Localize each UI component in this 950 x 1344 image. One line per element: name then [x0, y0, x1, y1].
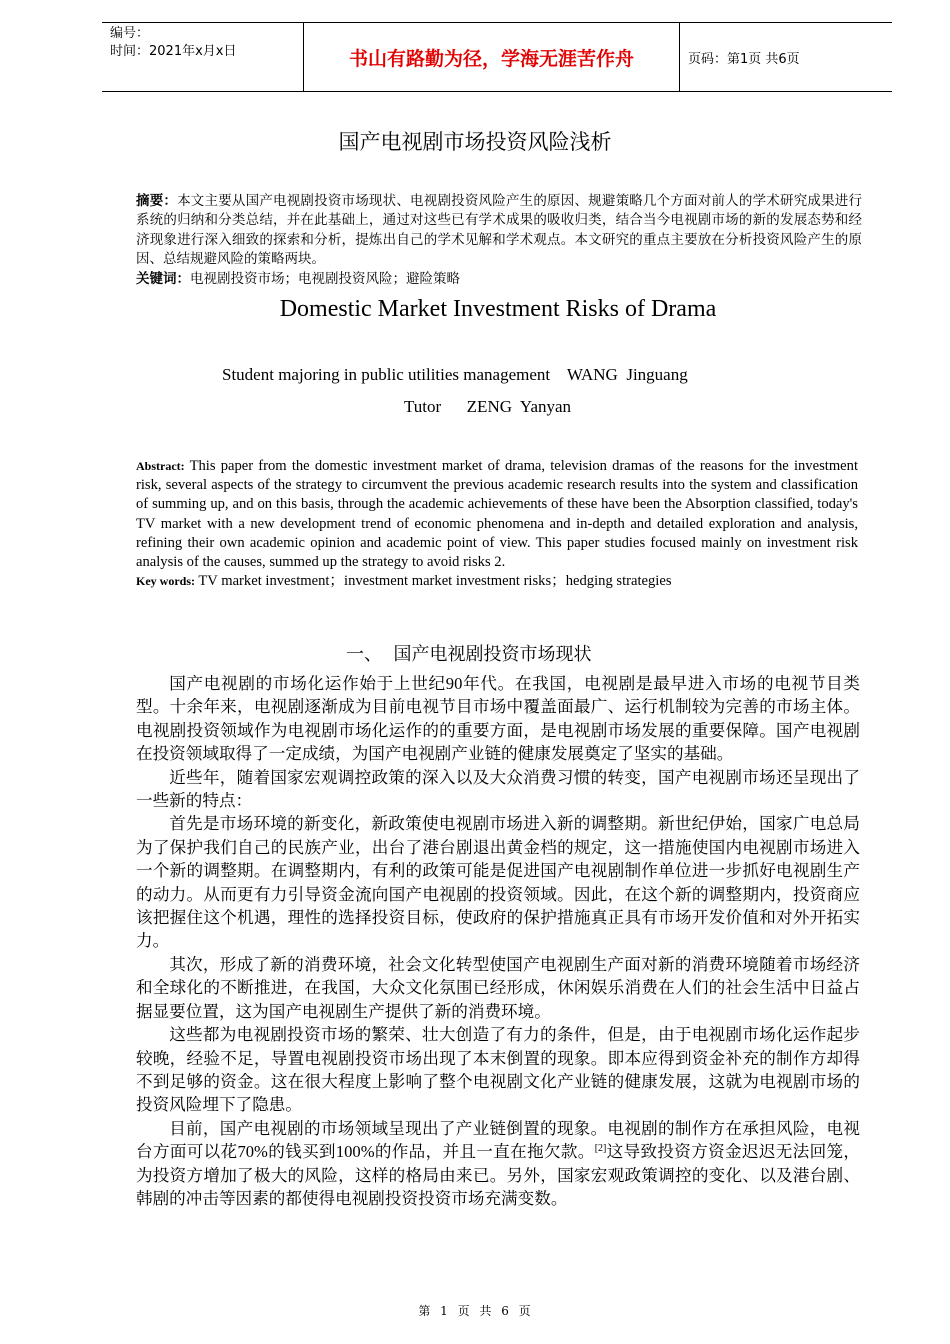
header-meta [102, 23, 304, 91]
paragraph: 这些都为电视剧投资市场的繁荣、壮大创造了有力的条件，但是，由于电视剧市场化运作起步较晚，经验不足，导置电视剧投资市场出现了本末倒置的现象。即本应得到资金补充的制作方却得不到足够的资金。这在很大程度上影响了整个电视剧文化产业链的健康发展，这就为电视剧市场的投资风险埋下了隐患。 [136, 1025, 860, 1115]
number-label: 编号： [110, 26, 150, 41]
paragraph-part-2: 这导致投资方资金迟迟无法回笼，为投资方增加了极大的风险，这样的格局由来已。另外，国家宏观政策调控的变化、以及港台剧、韩剧的冲击等因素的都使得电视剧投资投资市场充满变数。 [136, 1142, 860, 1208]
page-footer: 第 1 页 共 6 页 [418, 1304, 532, 1318]
keywords-label: 关键词： [136, 270, 190, 287]
english-abstract-text: This paper from the domestic investment market of drama, television dramas of the reasons for the investment risk, several aspects of the strategy to circumvent the previous academic research results into the system and classification of summing up, and on this basis, through the academic achievements of these have been the Absorption classified, today's TV market with a new development trend of economic phenomena and in-depth and detailed exploration and analysis, refining their own academic opinion and academic point of view. This paper studies focused mainly on investment risk analysis of the causes, summed up the strategy to avoid risks 2. [136, 458, 858, 571]
english-keywords-label: Key words: [136, 574, 195, 589]
english-abstract-label: Abstract: [136, 459, 185, 473]
keywords-text: 电视剧投资市场；电视剧投资风险；避险策略 [190, 270, 460, 287]
english-title: Domestic Market Investment Risks of Drama [279, 296, 717, 322]
student-line: Student majoring in public utilities management WANG Jinguang [222, 365, 688, 384]
page-header [102, 22, 892, 92]
paragraph: 其次，形成了新的消费环境，社会文化转型使国产电视剧生产面对新的消费环境随着市场经济和全球化的不断推进，在我国，大众文化氛围已经形成，休闲娱乐消费在人们的社会生活中日益占据显要位置，这为国产电视剧生产提供了新的消费环境。 [136, 954, 860, 1021]
english-abstract [136, 457, 858, 591]
paragraph-part-1: 目前，国产电视剧的市场领域呈现出了产业链倒置的现象。电视剧的制作方在承担风险，电视台方面可以花70%的钱买到100%的作品，并且一直在拖欠款。 [136, 1118, 860, 1162]
paragraph: 近些年，随着国家宏观调控政策的深入以及大众消费习惯的转变，国产电视剧市场还呈现出了一些新的特点： [136, 767, 860, 811]
section-heading: 一、 国产电视剧投资市场现状 [346, 644, 592, 665]
page-title: 国产电视剧市场投资风险浅析 [338, 130, 612, 154]
reference-marker[interactable]: [2] [594, 1143, 607, 1155]
paragraph: 国产电视剧的市场化运作始于上世纪90年代。在我国，电视剧是最早进入市场的电视节目类型。十余年来，电视剧逐渐成为目前电视节目市场中覆盖面最广、运行机制较为完善的市场主体。电视剧投资领域作为电视剧市场化运作的的重要方面，是电视剧市场发展的重要保障。国产电视剧在投资领域取得了一定成绩，为国产电视剧产业链的健康发展奠定了坚实的基础。 [136, 674, 860, 764]
section-body [136, 672, 860, 1210]
paragraph: 首先是市场环境的新变化，新政策使电视剧市场进入新的调整期。新世纪伊始，国家广电总局为了保护我们自己的民族产业，出台了港台剧退出黄金档的规定，这一措施使国内电视剧市场进入一个新的调整期。在调整期内，有利的政策可能是促进国产电视剧制作单位进一步抓好电视剧生产的动力。从而更有力引导资金流向国产电视剧的投资领域。因此，在这个新的调整期内，投资商应该把握住这个机遇，理性的选择投资目标，使政府的保护措施真正具有市场开发价值和对外开拓实力。 [136, 814, 860, 951]
tutor-line: Tutor ZENG Yanyan [404, 397, 572, 416]
abstract-label: 摘要： [136, 193, 178, 209]
date-line: 时间：2021年x月x日 [110, 44, 237, 59]
header-motto: 书山有路勤为径，学海无涯苦作舟 [304, 23, 680, 91]
chinese-abstract [136, 192, 862, 289]
header-page-info: 页码：第1页 共6页 [688, 51, 800, 67]
paragraph-with-reference [136, 1117, 860, 1211]
abstract-text: 本文主要从国产电视剧投资市场现状、电视剧投资风险产生的原因、规避策略几个方面对前人的学术研究成果进行系统的归纳和分类总结，并在此基础上，通过对这些已有学术成果的吸收归类，结合当今电视剧市场的新的发展态势和经济现象进行深入细致的探索和分析，提炼出自己的学术见解和学术观点。本文研究的重点主要放在分析投资风险产生的原因、总结规避风险的策略两块。 [136, 193, 863, 268]
english-keywords-text: TV market investment；investment market investment risks；hedging strategies [198, 573, 672, 590]
